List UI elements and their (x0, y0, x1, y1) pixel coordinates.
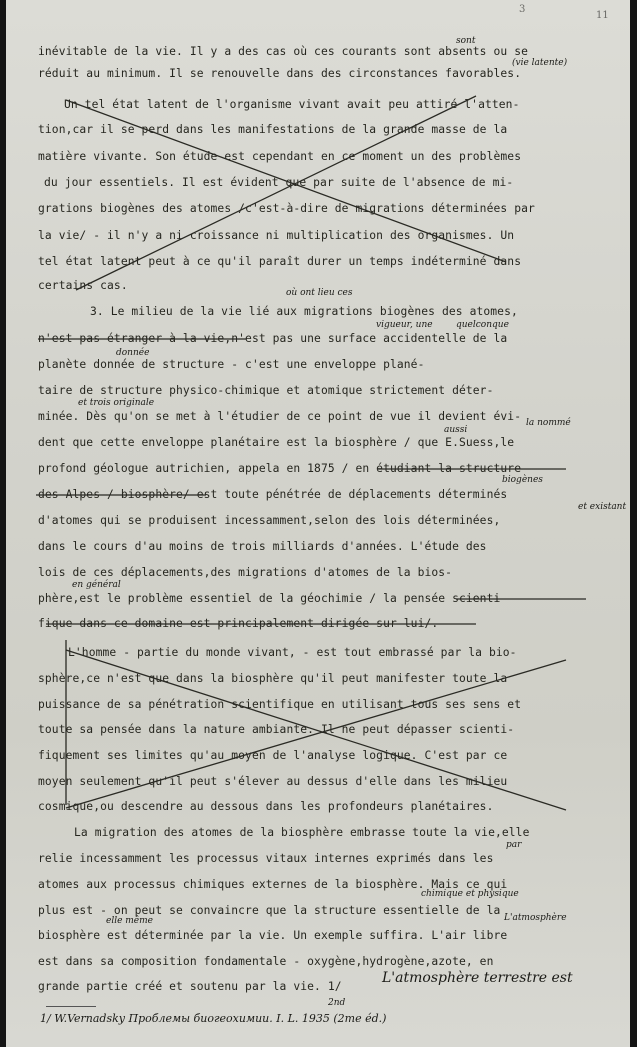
text-line: minée. Dès qu'on se met à l'étudier de ce point de vue il devient évi- (38, 410, 522, 423)
handwritten-annotation: chimique et physique (421, 889, 519, 899)
handwritten-annotation: biogènes (502, 475, 543, 485)
handwritten-annotation: L'atmosphère terrestre est (382, 970, 573, 986)
text-line: moyen seulement qu'il peut s'élever au dessus d'elle dans les milieu (38, 775, 508, 788)
text-line: profond géologue autrichien, appela en 1875 / en étudiant la structure (38, 462, 522, 475)
text-line: Un tel état latent de l'organisme vivant avait peu attiré l'atten- (64, 98, 520, 111)
text-line: n'est pas étranger à la vie,n'est pas une surface accidentelle de la (38, 332, 508, 345)
handwritten-annotation: sont (456, 36, 476, 46)
handwritten-annotation: par (506, 840, 522, 850)
handwritten-annotation: L'atmosphère (504, 913, 567, 923)
page-number: 11 (596, 10, 609, 21)
text-line: matière vivante. Son étude est cependant en ce moment un des problèmes (38, 150, 522, 163)
handwritten-annotation: en général (72, 580, 121, 590)
text-line: grations biogènes des atomes /c'est-à-dire de migrations déterminées par (38, 202, 535, 215)
handwritten-annotation: la nommé (526, 418, 571, 428)
text-line: tion,car il se perd dans les manifestations de la grande masse de la (38, 123, 508, 136)
text-line: des Alpes / biosphère/ est toute pénétrée de déplacements déterminés (38, 488, 508, 501)
text-line: La migration des atomes de la biosphère embrasse toute la vie,elle (74, 826, 530, 839)
text-line: phère,est le problème essentiel de la géochimie / la pensée scienti- (38, 592, 508, 605)
handwritten-annotation: quelconque (456, 320, 509, 330)
footnote-rule (46, 1006, 96, 1007)
handwritten-annotation: elle même (106, 916, 153, 926)
text-line: toute sa pensée dans la nature ambiante. Il ne peut dépasser scienti- (38, 723, 515, 736)
text-line: taire de structure physico-chimique et atomique strictement déter- (38, 384, 494, 397)
text-line: relie incessamment les processus vitaux internes exprimés dans les (38, 852, 494, 865)
handwritten-annotation: et trois originale (78, 398, 155, 408)
text-line: d'atomes qui se produisent incessamment,selon des lois déterminées, (38, 514, 501, 527)
handwritten-annotation: où ont lieu ces (286, 288, 353, 298)
text-line: atomes aux processus chimiques externes de la biosphère. Mais ce qui (38, 878, 508, 891)
handwritten-annotation: donnée (116, 348, 150, 358)
handwritten-annotation: vigueur, une (376, 320, 433, 330)
document-page (6, 0, 630, 1047)
text-line: plus est - on peut se convaincre que la structure essentielle de la (38, 904, 501, 917)
handwritten-annotation: et existant (578, 502, 627, 512)
text-line: du jour essentiels. Il est évident que par suite de l'absence de mi- (44, 176, 514, 189)
text-line: grande partie créé et soutenu par la vie. 1/ (38, 980, 342, 993)
text-line: puissance de sa pénétration scientifique en utilisant tous ses sens et (38, 698, 522, 711)
text-line: 3. Le milieu de la vie lié aux migrations biogènes des atomes, (90, 305, 518, 318)
text-line: dans le cours d'au moins de trois milliards d'années. L'étude des (38, 540, 487, 553)
text-line: lois de ces déplacements,des migrations d'atomes de la bios- (38, 566, 453, 579)
text-line: tel état latent peut à ce qu'il paraît durer un temps indéterminé dans (38, 255, 522, 268)
handwritten-annotation: (vie latente) (512, 58, 568, 68)
text-line: cosmique,ou descendre au dessous dans les profondeurs planétaires. (38, 800, 494, 813)
text-line: biosphère est déterminée par la vie. Un exemple suffira. L'air libre (38, 929, 508, 942)
text-line: L'homme - partie du monde vivant, - est tout embrassé par la bio- (68, 646, 517, 659)
handwritten-annotation: 2nd (328, 998, 346, 1008)
text-line: la vie/ - il n'y a ni croissance ni multiplication des organismes. Un (38, 229, 515, 242)
text-line: sphère,ce n'est que dans la biosphère qu'il peut manifester toute la (38, 672, 508, 685)
text-line: planète donnée de structure - c'est une enveloppe plané- (38, 358, 425, 371)
text-line: inévitable de la vie. Il y a des cas où ces courants sont absents ou se (38, 45, 528, 58)
text-line: certains cas. (38, 279, 128, 292)
footnote: 1/ W.Vernadsky Проблемы биогеохимии. I. L. 1935 (2me éd.) (40, 1012, 387, 1025)
text-line: fique dans ce domaine est principalement dirigée sur lui/. (38, 617, 439, 630)
handwritten-annotation: aussi (444, 425, 468, 435)
text-line: réduit au minimum. Il se renouvelle dans des circonstances favorables. (38, 67, 522, 80)
page-number: 3 (519, 4, 526, 15)
text-line: fiquement ses limites qu'au moyen de l'analyse logique. C'est par ce (38, 749, 508, 762)
text-line: est dans sa composition fondamentale - oxygène,hydrogène,azote, en (38, 955, 494, 968)
text-line: dent que cette enveloppe planétaire est la biosphère / que E.Suess,le (38, 436, 515, 449)
